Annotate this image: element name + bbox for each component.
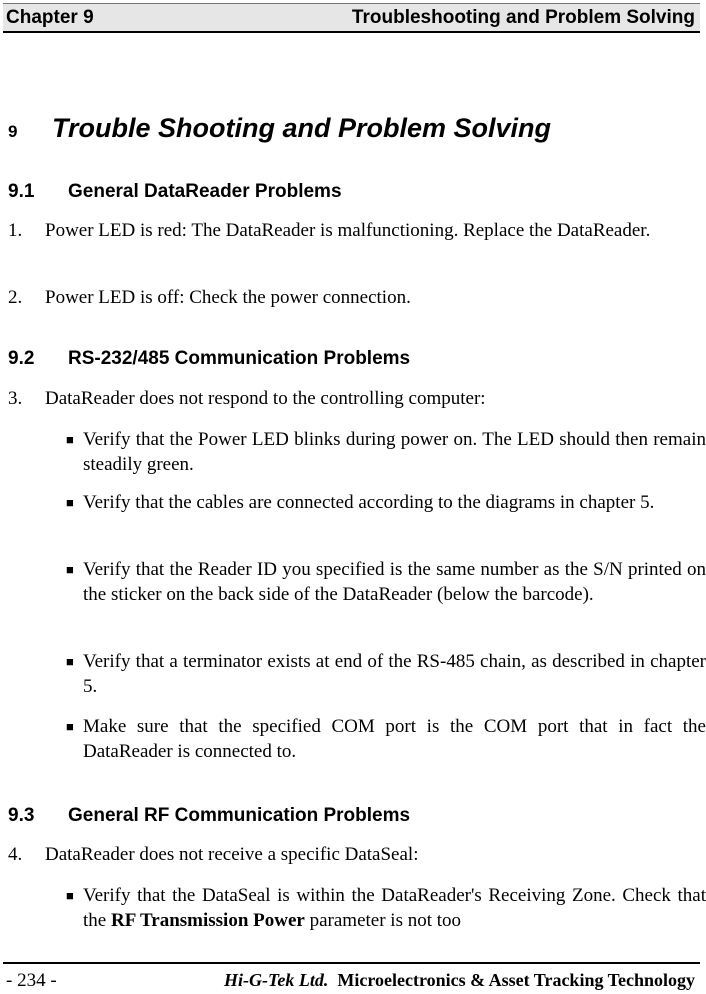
footer-company-line (224, 970, 695, 991)
bullet-item: ■ Verify that the Power LED blinks during power on. The LED should then remain steadily green. (66, 429, 706, 475)
section-heading-9-1: 9.1 General DataReader Problems (8, 181, 342, 202)
company-name: Hi-G-Tek Ltd. (224, 970, 329, 990)
bullet-item: ■ Verify that the cables are connected according to the diagrams in chapter 5. (66, 492, 655, 513)
bullet-item: ■ Make sure that the specified COM port is the COM port that in fact the DataReader is connected to. (66, 716, 706, 762)
chapter-title: Trouble Shooting and Problem Solving (52, 113, 552, 143)
rf-transmission-power-term: RF Transmission Power (110, 910, 305, 931)
page-number: - 234 - (6, 970, 57, 991)
chapter-number: 9 (8, 122, 18, 141)
bullet-item: ■ Verify that a terminator exists at end of the RS-485 chain, as described in chapter 5. (66, 651, 706, 697)
list-item: 3. DataReader does not respond to the controlling computer: (8, 388, 486, 409)
bullet-square-icon: ■ (66, 432, 74, 447)
bullet-square-icon: ■ (66, 888, 74, 903)
bullet-square-icon: ■ (66, 654, 74, 669)
bullet-item: ■ Verify that the Reader ID you specified is the same number as the S/N printed on the sticker on the back side of the DataReader (below the barcode). (66, 559, 706, 605)
bullet-square-icon: ■ (66, 562, 74, 577)
bullet-square-icon: ■ (66, 719, 74, 734)
list-item: 2. Power LED is off: Check the power connection. (8, 287, 411, 308)
running-header (3, 3, 700, 33)
section-heading-9-2: 9.2 RS-232/485 Communication Problems (8, 348, 411, 369)
section-heading-9-3: 9.3 General RF Communication Problems (8, 805, 411, 826)
header-title: Troubleshooting and Problem Solving (351, 7, 695, 28)
company-tagline: Microelectronics & Asset Tracking Technology (337, 970, 695, 990)
running-footer (3, 962, 700, 991)
chapter-heading (8, 113, 551, 144)
bullet-square-icon: ■ (66, 495, 74, 510)
bullet-item: ■ Verify that the DataSeal is within the DataReader's Receiving Zone. Check that the RF Transmission Power parameter is not too (66, 885, 706, 931)
list-item: 4. DataReader does not receive a specific DataSeal: (8, 844, 419, 865)
list-item: 1. Power LED is red: The DataReader is malfunctioning. Replace the DataReader. (8, 220, 651, 241)
header-chapter: Chapter 9 (6, 7, 94, 28)
